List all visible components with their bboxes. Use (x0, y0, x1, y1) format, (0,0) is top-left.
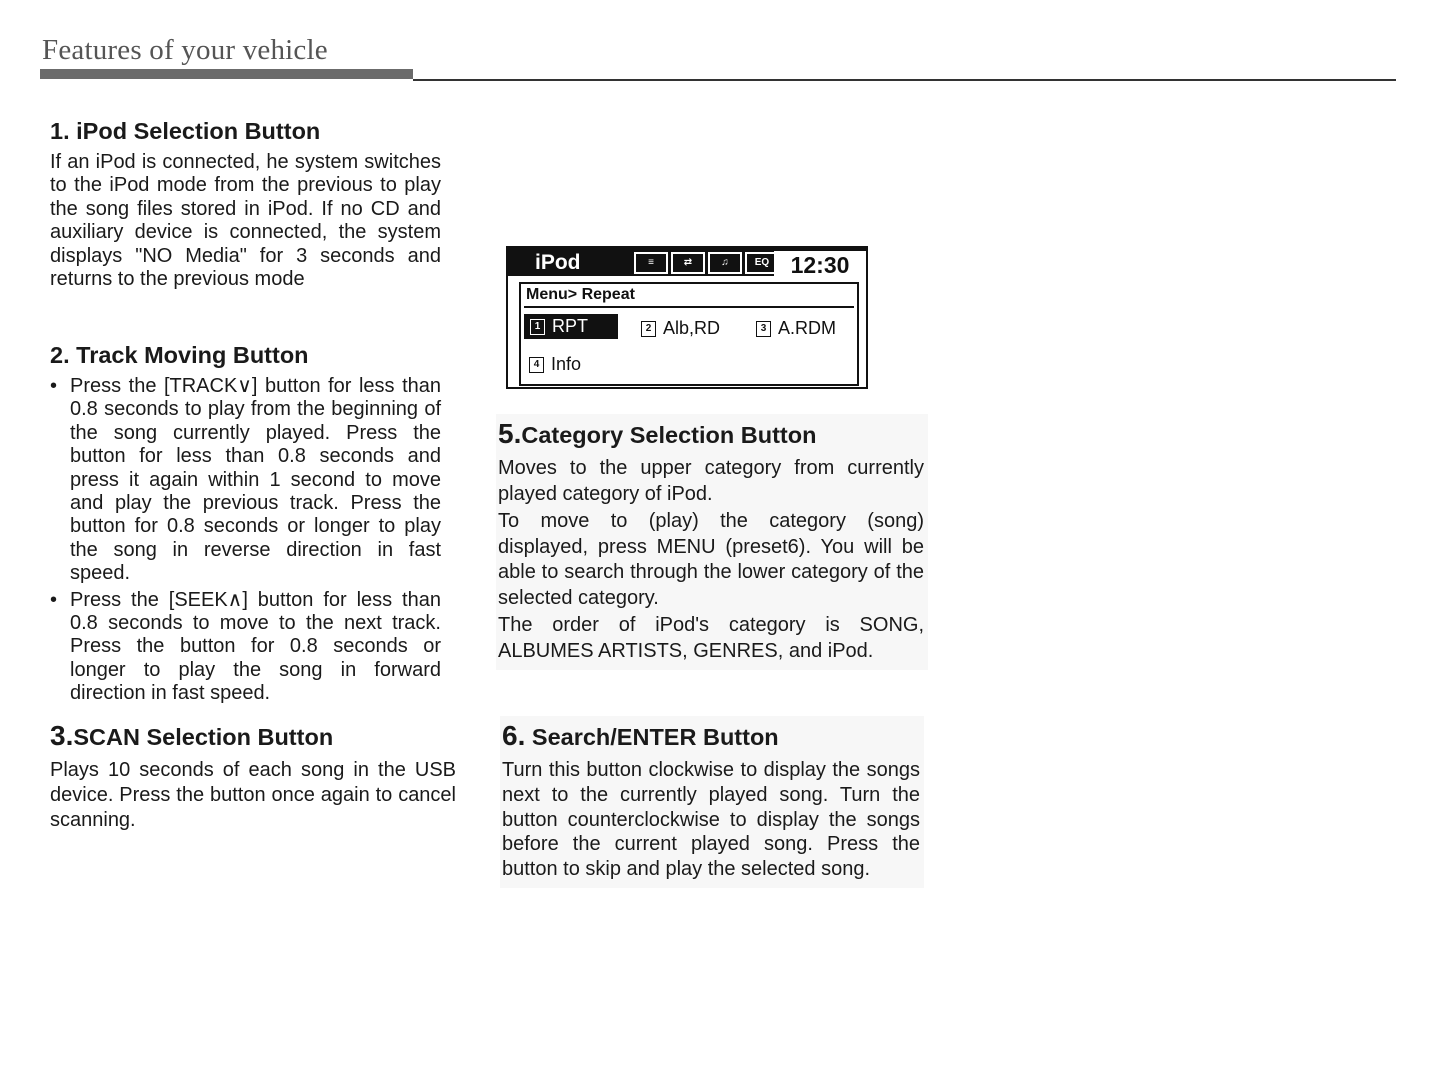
section-paragraph: The order of iPod's category is SONG, ALBUMES ARTISTS, GENRES, and iPod. (498, 614, 924, 662)
section-paragraph: Moves to the upper category from currently played category of iPod. (498, 457, 924, 505)
section-body: Turn this button clockwise to display the songs next to the currently played song. Turn the button counterclockwise to display the songs before the current played song. Press the button to skip and play the selected song. (502, 759, 920, 881)
list-item: • Press the [SEEK∧] button for less than 0.8 seconds to move to the next track. Press the button for 0.8 seconds or longer to play the song in forward direction in fast speed. (50, 589, 441, 706)
page-title: Features of your vehicle (42, 34, 328, 66)
preset-key-icon: 3 (756, 321, 771, 337)
section-heading: 6. Search/ENTER Button (502, 720, 779, 751)
section-scan-selection (50, 720, 456, 833)
section-category-selection (496, 414, 928, 670)
clock-display: 12:30 (774, 251, 866, 276)
preset-key-icon: 1 (530, 319, 545, 335)
section-body: Plays 10 seconds of each song in the USB device. Press the button once again to cancel scanning. (50, 759, 456, 831)
section-heading: 2. Track Moving Button (50, 342, 309, 368)
menu-option-rpt[interactable]: 1 RPT (524, 314, 618, 339)
shuffle-icon: ⇄ (671, 252, 705, 274)
header-rule (413, 79, 1396, 81)
menu-option-info[interactable]: 4 Info (529, 354, 581, 375)
section-search-enter (500, 716, 924, 888)
section-heading: 3.SCAN Selection Button (50, 720, 334, 751)
bullet-list (50, 375, 441, 706)
album-icon: ♫ (708, 252, 742, 274)
list-item: • Press the [TRACK∨] button for less than 0.8 seconds to play from the beginning of the song currently played. Press the button for less than 0.8 seconds and press it again within 1 second to move and play the previous track. Press the button for 0.8 seconds or longer to play the song in reverse direction in fast speed. (50, 375, 441, 586)
ipod-status-bar (508, 248, 866, 276)
preset-key-icon: 4 (529, 357, 544, 373)
page-header (40, 34, 1396, 84)
repeat-icon: ≡ (634, 252, 668, 274)
menu-option-alb-rd[interactable]: 2 Alb,RD (641, 318, 720, 339)
section-body: If an iPod is connected, he system switches to the iPod mode from the previous to play the song files stored in iPod. If no CD and auxiliary device is connected, the system displays "NO Media" for 3 seconds and returns to the previous mode (50, 151, 441, 291)
eq-icon: EQ (745, 252, 779, 274)
breadcrumb: Menu> Repeat (526, 286, 635, 303)
preset-key-icon: 2 (641, 321, 656, 337)
section-heading: 1. iPod Selection Button (50, 118, 321, 144)
section-paragraph: To move to (play) the category (song) displayed, press MENU (preset6). You will be able to search through the lower category of the selected category. (498, 510, 924, 609)
section-ipod-selection (50, 118, 441, 291)
section-track-moving (50, 342, 441, 709)
menu-option-a-rdm[interactable]: 3 A.RDM (756, 318, 836, 339)
ipod-display (506, 246, 868, 389)
section-heading: 5.Category Selection Button (498, 418, 817, 449)
status-icons (634, 252, 779, 274)
header-bar (40, 69, 413, 79)
ipod-menu (519, 282, 859, 386)
ipod-mode-label: iPod (535, 251, 581, 274)
